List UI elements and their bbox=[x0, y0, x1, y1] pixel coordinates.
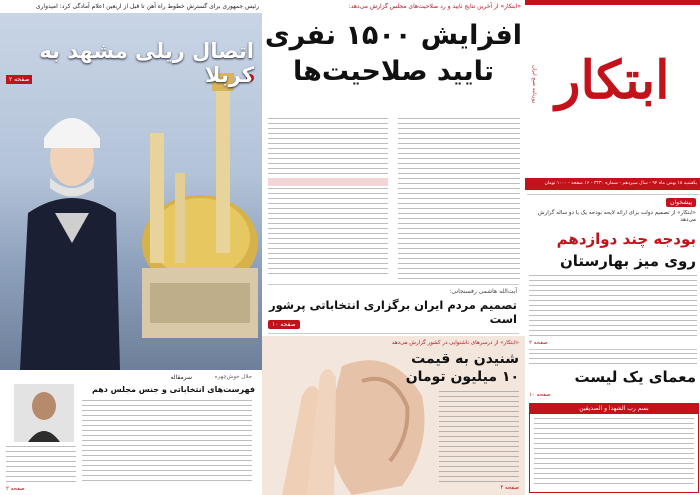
mid-headline-line1: افزایش ۱۵۰۰ نفری bbox=[264, 20, 523, 51]
left-headline-wrap bbox=[4, 39, 254, 87]
left-column bbox=[0, 0, 263, 495]
mid-quote-page: صفحه ۱۰ bbox=[268, 320, 300, 329]
second-page: صفحه ۱۰ bbox=[529, 392, 551, 398]
mid-quote-headline: تصمیم مردم ایران برگزاری انتخاباتی پرشور است bbox=[268, 298, 517, 326]
mid-report-text bbox=[439, 391, 519, 483]
bottom-box bbox=[529, 403, 699, 493]
lead-text bbox=[529, 275, 697, 337]
bottom-box-title: بسم رب الشهدا و الصدیقین bbox=[530, 404, 698, 414]
second-kicker-text bbox=[529, 353, 697, 367]
left-bottom-section bbox=[0, 370, 262, 495]
masthead-wrap bbox=[531, 21, 694, 141]
masthead-block bbox=[525, 0, 700, 183]
lead-headline-line1: بودجه چند دوازدهم bbox=[556, 230, 696, 248]
mid-top-caption-bar bbox=[262, 0, 525, 13]
lead-headline-wrap bbox=[528, 228, 696, 272]
dateline: یکشنبه ۱۸ بهمن ماه ۹۴ - سال سیزدهم - شماره ۳۲۳۰ - ۱۶ صفحه - ۱۰۰۰ تومان bbox=[544, 181, 697, 186]
left-bottom-kicker: سرمقاله bbox=[170, 374, 192, 381]
mid-report-headline-wrap bbox=[399, 350, 519, 386]
left-headline: اتصال ریلی مشهد به کربلا bbox=[39, 39, 254, 87]
mid-report-headline-line1: شنیدن به قیمت bbox=[411, 351, 519, 367]
lead-headline-line2: روی میز بهارستان bbox=[559, 252, 696, 270]
left-author: جلال خوش‌چهره bbox=[214, 374, 252, 380]
mid-top-caption: «ابتکار» از آخرین نتایج تایید و رد صلاحیت‌های مجلس گزارش می‌دهد: bbox=[348, 3, 521, 10]
left-bottom-title: فهرست‌های انتخاباتی و جنس مجلس دهم bbox=[91, 385, 255, 394]
mid-text-col-right bbox=[398, 118, 520, 283]
left-bottom-text-2 bbox=[6, 446, 76, 484]
lead-page: صفحه ۲ bbox=[529, 340, 548, 346]
middle-column bbox=[262, 0, 526, 495]
author-photo bbox=[14, 384, 74, 442]
bottom-box-text bbox=[534, 418, 694, 486]
left-top-caption: رئیس جمهوری برای گسترش خطوط راه آهن تا قبل از اربعین اعلام آمادگی کرد: امیدواری bbox=[35, 3, 259, 10]
mid-headline-wrap bbox=[262, 18, 525, 90]
sidebar-tag: پیشخوان bbox=[666, 198, 696, 207]
right-column bbox=[525, 0, 700, 495]
lead-kicker: «ابتکار» از تصمیم دولت برای ارائه لایحه بودجه یک یا دو ساله گزارش می‌دهد bbox=[537, 210, 696, 223]
left-bottom-text bbox=[82, 400, 252, 484]
left-bottom-page: صفحه ۲ bbox=[6, 486, 25, 492]
left-page-ref: صفحه ۲ bbox=[6, 75, 32, 84]
mid-divider-1 bbox=[268, 284, 519, 285]
left-photo bbox=[0, 13, 262, 370]
right-divider-1 bbox=[529, 349, 697, 350]
mid-quote-kicker: آیت‌الله هاشمی رفسنجانی: bbox=[449, 288, 517, 295]
mid-ear-photo bbox=[262, 336, 525, 495]
mid-report-headline-line2: ۱۰ میلیون تومان bbox=[405, 369, 519, 385]
dateline-bar bbox=[525, 178, 700, 190]
mid-report-kicker: «ابتکار» از درسرهای ناشنوایی در کشور گزارش می‌دهد bbox=[391, 340, 519, 346]
mid-highlight-line bbox=[268, 178, 388, 186]
second-headline: معمای یک لیست bbox=[574, 368, 696, 386]
mid-divider-2 bbox=[268, 333, 519, 334]
masthead: ابتکار bbox=[555, 50, 670, 111]
mid-headline-line2: تایید صلاحیت‌ها bbox=[293, 56, 494, 87]
mid-text-col-left bbox=[268, 118, 388, 278]
right-rule bbox=[527, 194, 699, 195]
masthead-sub: روزنامه صبح ایران bbox=[531, 65, 537, 104]
mid-report-page: صفحه ۴ bbox=[500, 485, 519, 491]
left-top-caption-bar bbox=[0, 0, 262, 13]
